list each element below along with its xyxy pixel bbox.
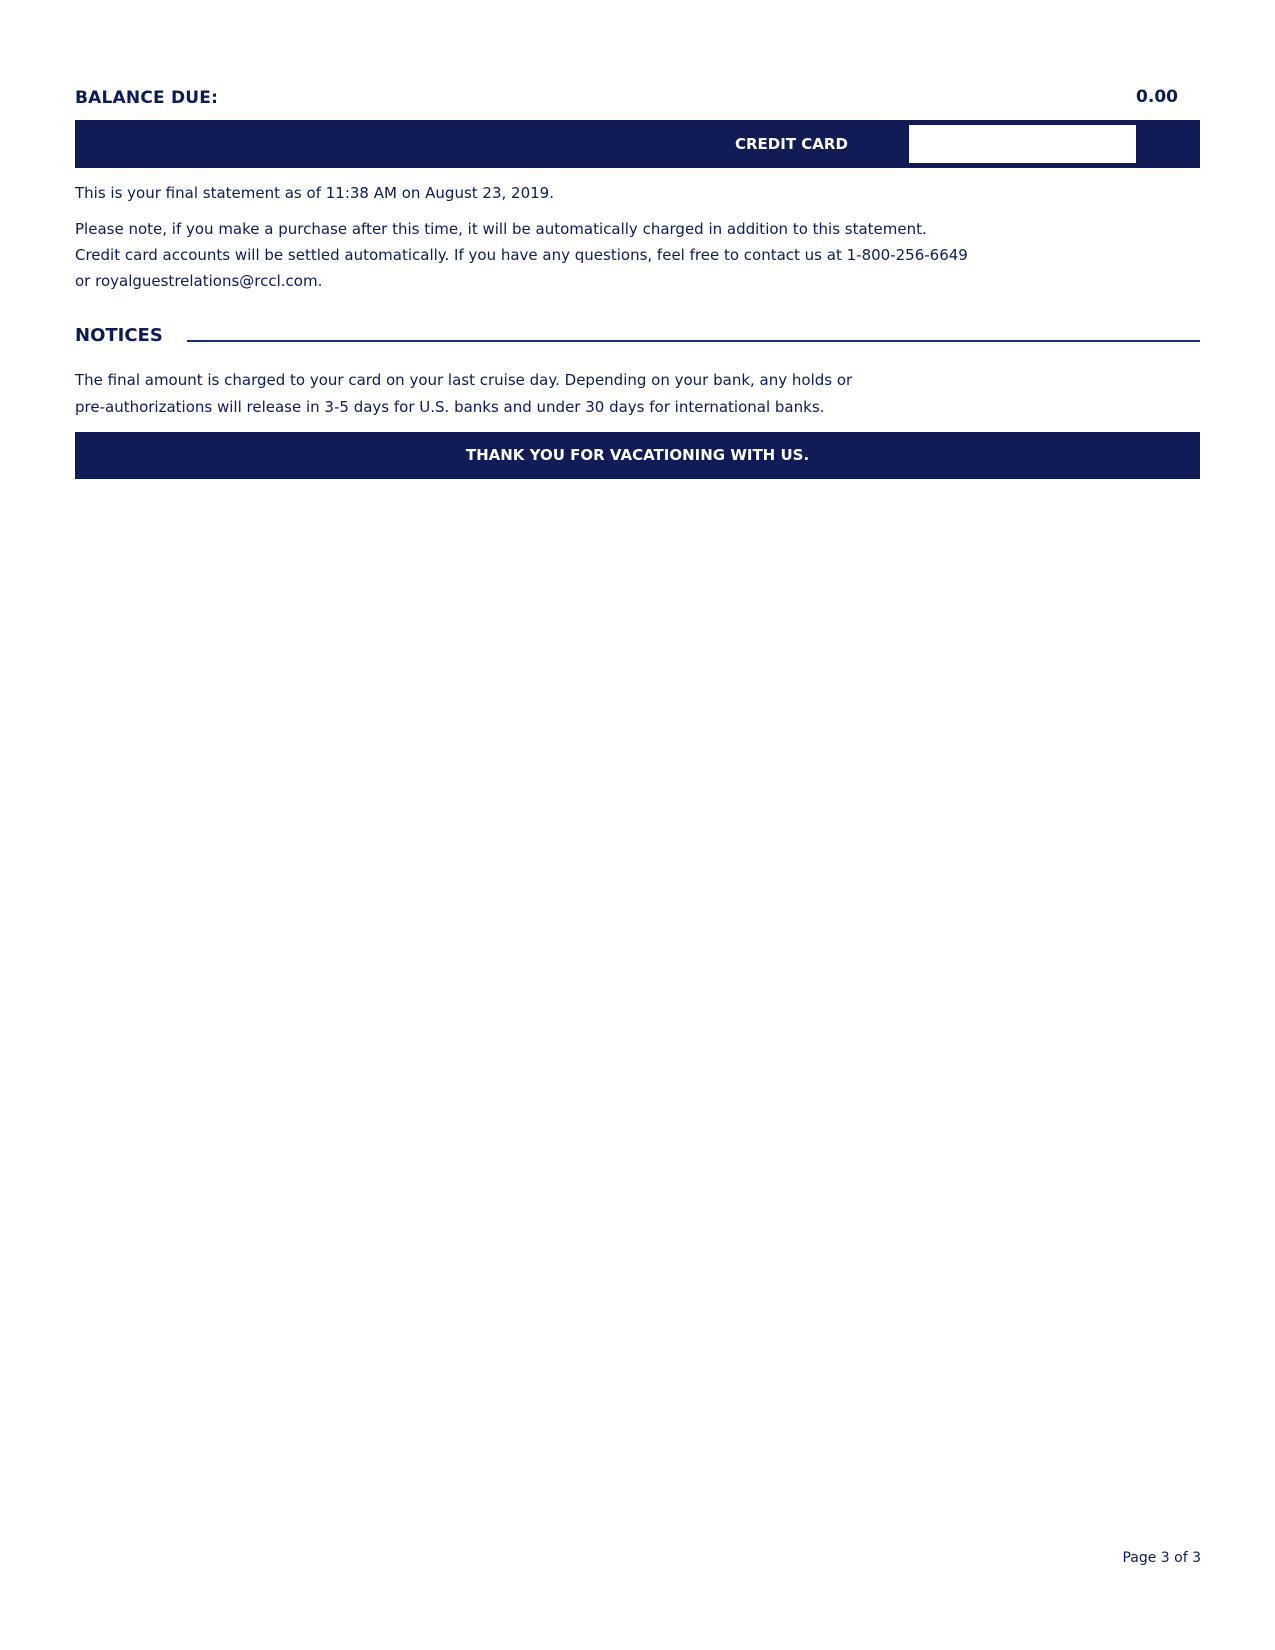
final-statement-timestamp: This is your final statement as of 11:38 AM on August 23, 2019. [75,184,554,202]
purchase-note-line: Credit card accounts will be settled automatically. If you have any questions, feel free to contact us at 1-800-256-6649 [75,246,968,264]
purchase-note-line: Please note, if you make a purchase after this time, it will be automatically charged in addition to this statement. [75,220,927,238]
payment-card-box [909,125,1136,163]
payment-method-label: CREDIT CARD [735,135,848,153]
notices-body [75,367,1175,421]
balance-due-label: BALANCE DUE: [75,88,219,108]
notices-heading: NOTICES [75,325,163,346]
purchase-note [75,216,1175,294]
page-number: Page 3 of 3 [1122,1550,1201,1566]
balance-due-value: 0.00 [1136,87,1178,107]
notices-divider [187,340,1200,342]
payment-method-bar [75,120,1200,168]
notices-line: The final amount is charged to your card on your last cruise day. Depending on your bank, any holds or [75,371,853,389]
purchase-note-line: or royalguestrelations@rccl.com. [75,272,323,290]
notices-line: pre-authorizations will release in 3-5 days for U.S. banks and under 30 days for international banks. [75,398,825,416]
thank-you-banner: THANK YOU FOR VACATIONING WITH US. [75,432,1200,479]
